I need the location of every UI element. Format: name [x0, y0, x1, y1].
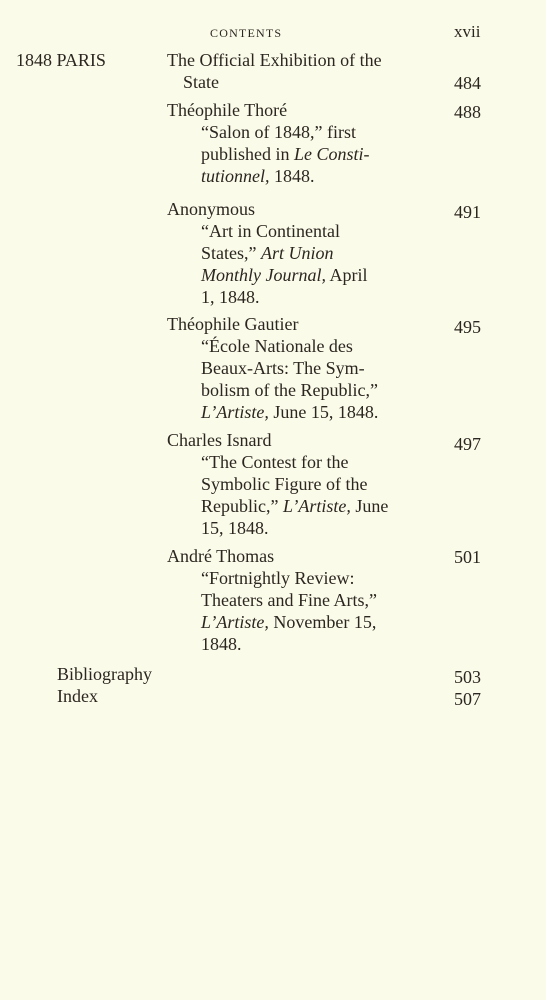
running-header-page-number: xvii [454, 22, 481, 41]
toc-entry-isnard [167, 429, 437, 539]
entry-work-line: “Art in Continental [201, 221, 340, 241]
page-number: 495 [454, 317, 481, 337]
page-number: 497 [454, 434, 481, 454]
entry-title-line: State [183, 72, 219, 92]
entry-work-line: Beaux-Arts: The Sym- [201, 358, 365, 378]
page-number: 503 [454, 667, 481, 687]
toc-entry-thomas [167, 545, 437, 655]
entry-work-line: bolism of the Republic,” [201, 380, 378, 400]
entry-work-line: L’Artiste, November 15, [201, 612, 377, 632]
toc-entry-bibliography: Bibliography [57, 664, 152, 684]
entry-work-line: States,” Art Union [201, 243, 334, 263]
entry-work-line: published in Le Consti- [201, 144, 370, 164]
entry-work-line: Symbolic Figure of the [201, 474, 368, 494]
toc-entry-thore [167, 99, 437, 187]
running-header-title: CONTENTS [210, 26, 283, 40]
entry-work-line: Monthly Journal, April [201, 265, 368, 285]
entry-work-line: L’Artiste, June 15, 1848. [201, 402, 379, 422]
page-number: 507 [454, 689, 481, 709]
entry-work-line: 1848. [201, 634, 242, 654]
toc-entry-index: Index [57, 686, 98, 706]
entry-author: Théophile Gautier [167, 314, 299, 334]
entry-author: Charles Isnard [167, 430, 272, 450]
entry-work-line: tutionnel, 1848. [201, 166, 315, 186]
entry-author: Anonymous [167, 199, 256, 219]
toc-entry-anonymous [167, 198, 437, 308]
toc-entry-gautier [167, 313, 437, 423]
page-number: 488 [454, 102, 481, 122]
entry-work-line: 15, 1848. [201, 518, 269, 538]
entry-work-line: “Fortnightly Review: [201, 568, 355, 588]
entry-work-line: “École Nationale des [201, 336, 353, 356]
page-number: 501 [454, 547, 481, 567]
page-number: 484 [454, 73, 481, 93]
entry-work-line: “The Contest for the [201, 452, 349, 472]
entry-work-line: Republic,” L’Artiste, June [201, 496, 389, 516]
toc-entry-official-exhibition [167, 49, 437, 93]
entry-work-line: “Salon of 1848,” first [201, 122, 356, 142]
entry-work-line: 1, 1848. [201, 287, 260, 307]
entry-author: Théophile Thoré [167, 100, 288, 120]
entry-title-line: The Official Exhibition of the [167, 50, 382, 70]
section-label: 1848 PARIS [16, 50, 106, 70]
page-number: 491 [454, 202, 481, 222]
entry-work-line: Theaters and Fine Arts,” [201, 590, 377, 610]
entry-author: André Thomas [167, 546, 275, 566]
